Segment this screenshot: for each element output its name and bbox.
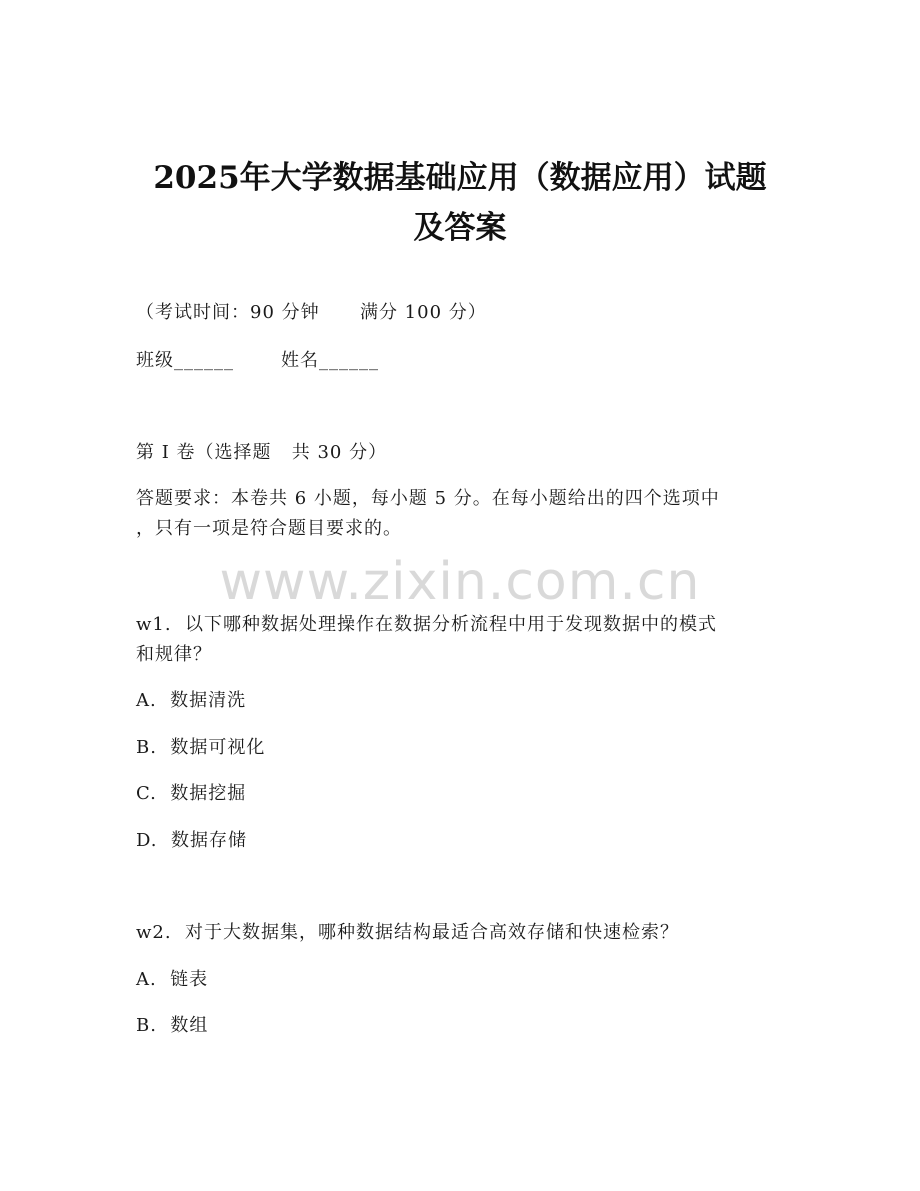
question-1-option-a: A. 数据清洗 [136, 690, 247, 711]
document-title-line-2: 及答案 [413, 210, 507, 246]
question-1-option-c: C. 数据挖掘 [136, 783, 247, 804]
question-1-option-d: D. 数据存储 [136, 830, 247, 851]
instructions-line-2: ，只有一项是符合题目要求的。 [136, 518, 402, 539]
question-1-stem-line-1: w1. 以下哪种数据处理操作在数据分析流程中用于发现数据中的模式 [136, 614, 718, 635]
question-1-option-b: B. 数据可视化 [136, 737, 266, 758]
exam-info: （考试时间：90 分钟 满分 100 分） [136, 302, 487, 323]
document-title-line-1: 2025年大学数据基础应用（数据应用）试题 [153, 160, 767, 196]
watermark: www.zixin.com.cn [219, 552, 701, 612]
question-2-option-b: B. 数组 [136, 1015, 209, 1036]
student-fields: 班级______ 姓名______ [136, 350, 380, 371]
question-2-stem-line-1: w2. 对于大数据集，哪种数据结构最适合高效存储和快速检索？ [136, 922, 680, 943]
question-2-option-a: A. 链表 [136, 969, 209, 990]
instructions-line-1: 答题要求：本卷共 6 小题，每小题 5 分。在每小题给出的四个选项中 [136, 488, 720, 509]
question-1-stem-line-2: 和规律？ [136, 644, 212, 665]
section-heading: 第 I 卷（选择题 共 30 分） [136, 442, 388, 463]
